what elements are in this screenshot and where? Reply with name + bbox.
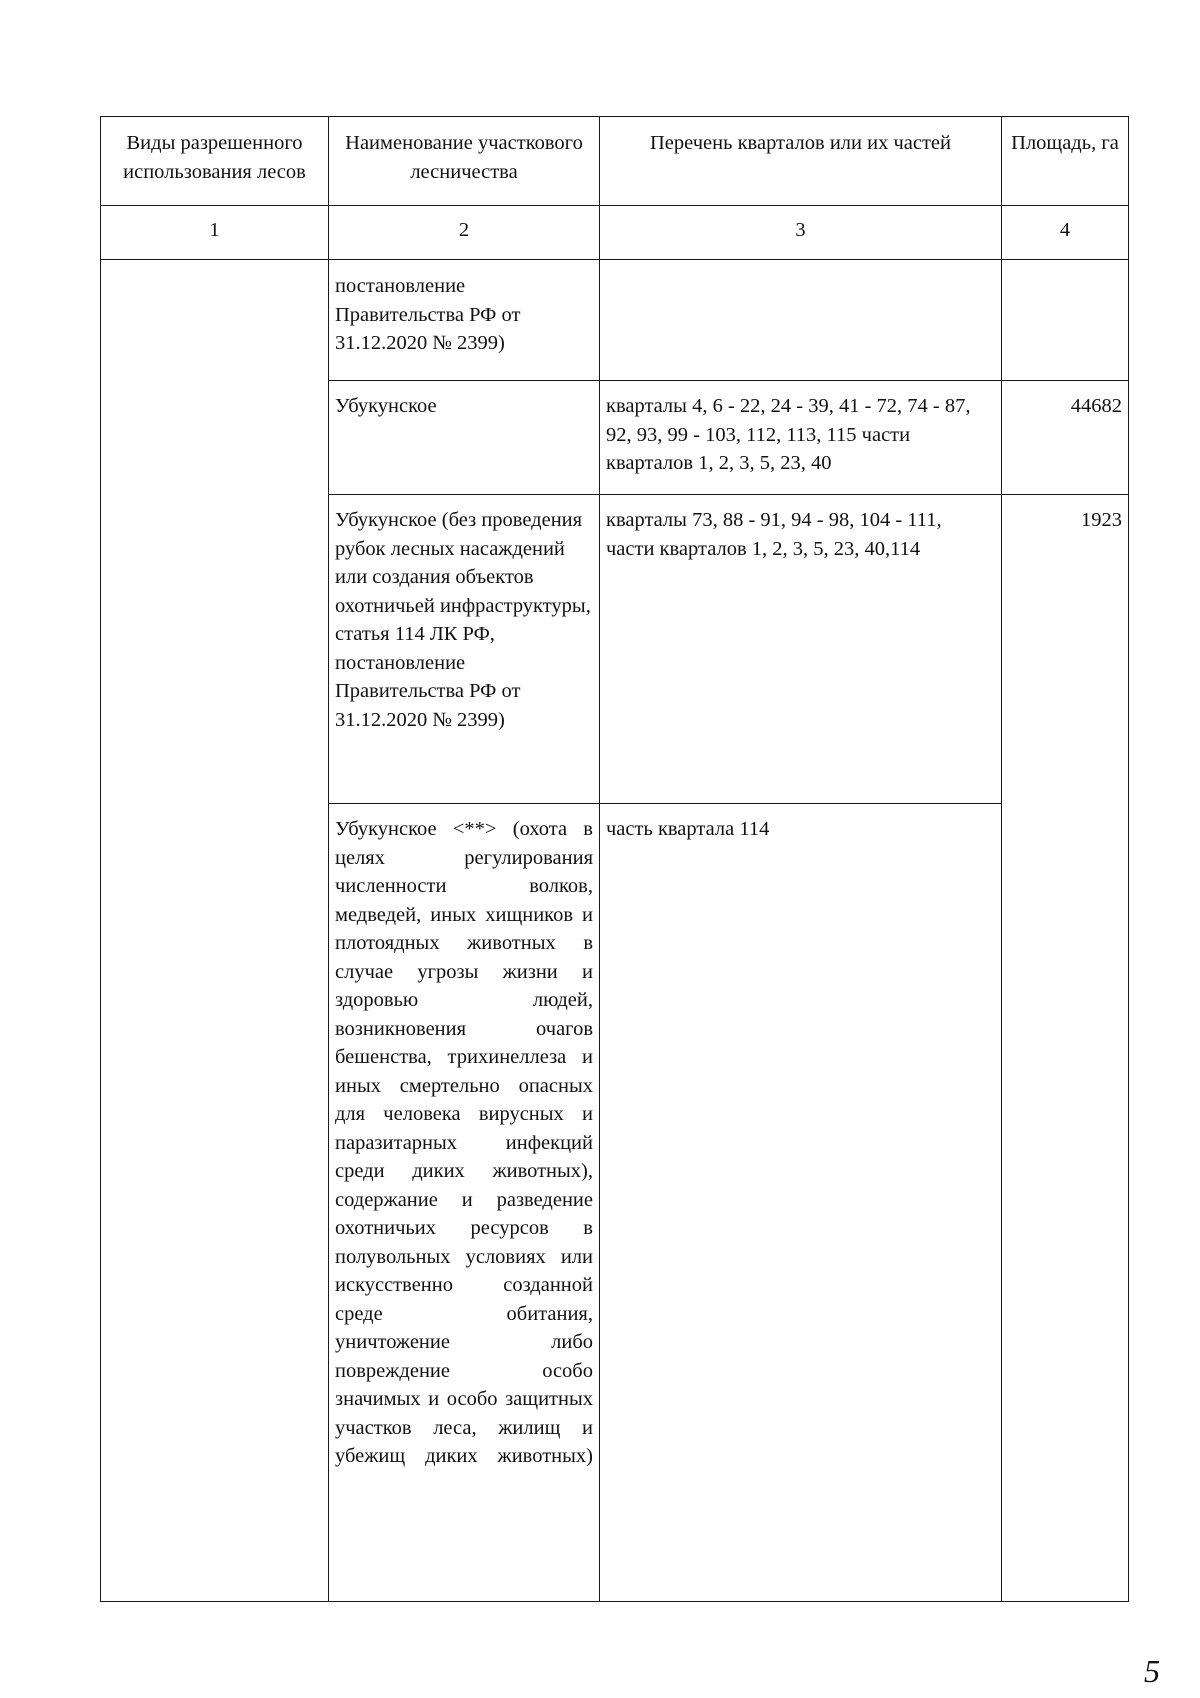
area-cell: 1923 xyxy=(1002,495,1129,1602)
forestry-name-cell: Убукунское xyxy=(329,381,600,495)
forestry-name-cell: постановление Правительства РФ от 31.12.2020 № 2399) xyxy=(329,260,600,381)
column-number-row xyxy=(101,206,1129,260)
area-cell: 44682 xyxy=(1002,381,1129,495)
page-number: 5 xyxy=(1144,1653,1160,1689)
quarters-cell: часть квартала 114 xyxy=(600,804,1002,1602)
header-cell-use-types: Виды разрешенного использования лесов xyxy=(101,117,329,206)
header-cell-area: Площадь, га xyxy=(1002,117,1129,206)
quarters-cell xyxy=(600,260,1002,381)
column-number: 4 xyxy=(1002,206,1129,260)
column-number: 2 xyxy=(329,206,600,260)
use-type-cell xyxy=(101,260,329,1602)
header-cell-quarters: Перечень кварталов или их частей xyxy=(600,117,1002,206)
column-number: 3 xyxy=(600,206,1002,260)
forestry-name-cell: Убукунское (без проведения рубок лесных насаждений или создания объектов охотничьей инфраструктуры, статья 114 ЛК РФ, постановление Правительства РФ от 31.12.2020 № 2399) xyxy=(329,495,600,804)
header-row xyxy=(101,117,1129,206)
header-cell-forestry-name: Наименование участкового лесничества xyxy=(329,117,600,206)
area-cell xyxy=(1002,260,1129,381)
column-number: 1 xyxy=(101,206,329,260)
quarters-cell: кварталы 4, 6 - 22, 24 - 39, 41 - 72, 74 - 87, 92, 93, 99 - 103, 112, 113, 115 части кварталов 1, 2, 3, 5, 23, 40 xyxy=(600,381,1002,495)
forest-use-table xyxy=(100,116,1129,1602)
table-row xyxy=(101,260,1129,381)
forestry-name-cell: Убукунское <**> (охота в целях регулирования численности волков, медведей, иных хищников и плотоядных животных в случае угрозы жизни и здоровью людей, возникновения очагов бешенства, трихинеллеза и иных смертельно опасных для человека вирусных и паразитарных инфекций среди диких животных), содержание и разведение охотничьих ресурсов в полувольных условиях или искусственно созданной среде обитания, уничтожение либо повреждение особо значимых и особо защитных участков леса, жилищ и убежищ диких животных) xyxy=(329,804,600,1602)
quarters-cell: кварталы 73, 88 - 91, 94 - 98, 104 - 111, части кварталов 1, 2, 3, 5, 23, 40,114 xyxy=(600,495,1002,804)
